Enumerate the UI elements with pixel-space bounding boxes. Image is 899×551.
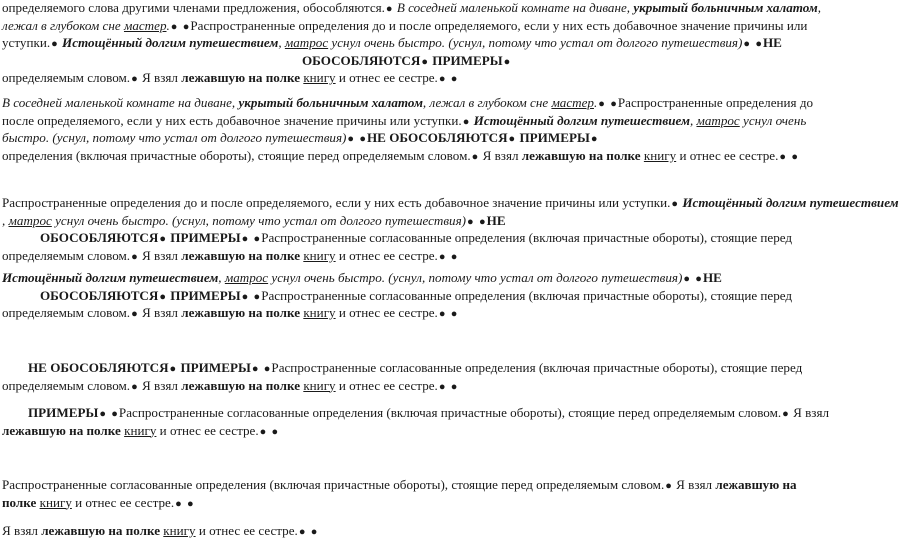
text-line xyxy=(2,360,810,378)
bullet-icon: ● xyxy=(590,133,598,146)
heading-text: ПРИМЕРЫ xyxy=(28,405,99,420)
rule-text: уступки. xyxy=(2,35,51,51)
bullet-icon: ● xyxy=(450,308,458,321)
rule-text: Распространенные согласованные определения (включая причастные обороты), стоящие перед xyxy=(271,360,803,375)
underlined-word: книгу xyxy=(303,305,336,321)
bullet-icon: ● xyxy=(259,425,267,438)
bullet-icon: ● xyxy=(791,150,798,163)
example-bold-text: Истощённый долгим путешествием xyxy=(682,195,899,210)
bullet-icon: ● xyxy=(450,250,458,263)
bullet-icon: ● xyxy=(159,233,166,246)
rule-text: Распространенные согласованные определения (включая причастные обороты), стоящие перед xyxy=(261,287,793,303)
example-bold-text: Истощённый долгим путешествием xyxy=(473,112,690,128)
underlined-word: книгу xyxy=(163,523,196,538)
example-bold-text: полке xyxy=(2,494,37,510)
underlined-word: книгу xyxy=(303,377,336,393)
bullet-icon: ● xyxy=(450,380,458,393)
example-bold-text: укрытый больничным халатом xyxy=(238,95,423,110)
bullet-icon: ● xyxy=(169,363,177,375)
example-text: В соседней маленькой комнате на диване, xyxy=(396,0,634,15)
underlined-word: матрос xyxy=(224,270,269,285)
example-bold-text: лежавшую на полке xyxy=(181,377,301,393)
heading-text: НЕ ОБОСОБЛЯЮТСЯ xyxy=(28,360,169,375)
bullet-icon: ● xyxy=(251,363,259,375)
bullet-icon: ● xyxy=(131,250,138,263)
bullet-icon: ● xyxy=(508,133,516,146)
bullet-icon: ● xyxy=(241,290,249,303)
heading-text: ПРИМЕРЫ xyxy=(432,52,503,68)
text-line: , матрос уснул очень быстро. (уснул, потому что устал от долгого путешествия)● ●НЕ xyxy=(2,212,506,228)
rule-text: определения (включая причастные обороты), стоящие перед определяемым словом. xyxy=(2,147,471,163)
rule-text: определяемого слова другими членами предложения, обособляются. xyxy=(2,0,385,15)
bullet-icon: ● xyxy=(347,133,355,146)
rule-text: определяемым словом. xyxy=(2,305,131,321)
paragraph-block-5 xyxy=(2,360,810,395)
bullet-icon: ● xyxy=(253,290,261,303)
text-line: ПРИМЕРЫ● ●Распространенные согласованные определения (включая причастные обороты), стоящие перед определяемым словом.● Я взял xyxy=(28,405,829,420)
bullet-icon: ● xyxy=(478,215,486,228)
bullet-icon: ● xyxy=(665,480,672,492)
bullet-icon: ● xyxy=(450,73,458,86)
text-line: после определяемого, если у них есть добавочное значение причины или уступки.● Истощённый долгим путешествием, матрос уснул очень xyxy=(2,112,807,128)
bullet-icon: ● xyxy=(253,233,261,246)
heading-text: ПРИМЕРЫ xyxy=(180,360,251,375)
underlined-word: мастер xyxy=(551,95,594,110)
example-text: В соседней маленькой комнате на диване, xyxy=(2,95,239,110)
text-line: определяемым словом.● Я взял лежавшую на полке книгу и отнес ее сестре.● ● xyxy=(2,70,458,86)
underlined-word: книгу xyxy=(303,247,336,263)
bullet-icon: ● xyxy=(182,20,190,33)
text-line: определяемого слова другими членами предложения, обособляются.● В соседней маленькой комнате на диване, укрытый больничным халатом, xyxy=(2,0,822,15)
heading-text: НЕ ОБОСОБЛЯЮТСЯ xyxy=(367,130,508,146)
bullet-icon: ● xyxy=(99,408,106,420)
example-bold-text: лежавшую на полке xyxy=(2,422,121,438)
bullet-icon: ● xyxy=(111,408,118,420)
text-line: Я взял лежавшую на полке книгу и отнес ее сестре.● ● xyxy=(2,523,318,538)
bullet-icon: ● xyxy=(241,233,249,246)
bullet-icon: ● xyxy=(131,73,138,86)
rule-text: Распространенные определения до xyxy=(617,95,814,110)
bullet-icon: ● xyxy=(462,115,470,128)
paragraph-block-4 xyxy=(2,270,810,323)
text-line: уступки.● Истощённый долгим путешествием, матрос уснул очень быстро. (уснул, потому что устал от долгого путешествия)● ●НЕ xyxy=(2,35,782,51)
underlined-word: книгу xyxy=(643,147,677,163)
example-bold-text: лежавшую на полке xyxy=(521,147,641,163)
example-text: быстро. (уснул, потому что устал от долгого путешествия) xyxy=(2,130,347,146)
heading-text: ПРИМЕРЫ xyxy=(170,230,241,246)
bullet-icon: ● xyxy=(743,38,751,51)
text-line xyxy=(2,230,810,248)
paragraph-block-6 xyxy=(2,405,829,440)
example-bold-text: лежавшую на полке xyxy=(181,70,301,86)
text-line: лежал в глубоком сне мастер.● ●Распространенные определения до и после определяемого, если у них есть добавочное значение причины или xyxy=(2,17,808,33)
example-text: лежал в глубоком сне xyxy=(2,17,121,33)
bullet-icon: ● xyxy=(51,38,58,51)
heading-text: ОБОСОБЛЯЮТСЯ xyxy=(40,287,159,303)
text-line: В соседней маленькой комнате на диване, укрытый больничным халатом, лежал в глубоком сне мастер.● ●Распространенные определения до xyxy=(2,95,814,110)
example-text: уснул очень быстро. (уснул, потому что устал от долгого путешествия) xyxy=(328,35,743,51)
text-line: лежавшую на полке книгу и отнес ее сестре.● ● xyxy=(2,422,279,438)
bullet-icon: ● xyxy=(671,198,679,210)
paragraph-block-7 xyxy=(2,477,810,512)
underlined-word: матрос xyxy=(284,35,329,51)
bullet-icon: ● xyxy=(610,98,617,110)
example-bold-text: лежавшую на полке xyxy=(181,305,301,321)
rule-text: после определяемого, если у них есть добавочное значение причины или уступки. xyxy=(2,112,462,128)
bullet-icon: ● xyxy=(131,308,138,321)
bullet-icon: ● xyxy=(131,380,138,393)
paragraph-block-3 xyxy=(2,195,899,265)
heading-text: ПРИМЕРЫ xyxy=(170,287,241,303)
underlined-word: книгу xyxy=(303,70,336,86)
underlined-word: матрос xyxy=(696,112,740,128)
text-line: определяемым словом.● Я взял лежавшую на полке книгу и отнес ее сестре.● ● xyxy=(2,305,458,321)
rule-text: определяемым словом. xyxy=(2,377,131,393)
bullet-icon: ● xyxy=(310,526,318,538)
rule-text: Распространенные согласованные определения (включая причастные обороты), стоящие перед xyxy=(261,230,793,246)
bullet-icon: ● xyxy=(271,425,279,438)
text-line xyxy=(2,195,899,213)
text-line: определяемым словом.● Я взял лежавшую на полке книгу и отнес ее сестре.● ● xyxy=(2,377,458,393)
text-line: определяемым словом.● Я взял лежавшую на полке книгу и отнес ее сестре.● ● xyxy=(2,247,458,263)
underlined-word: книгу xyxy=(124,422,157,438)
text-line: Распространенные согласованные определения (включая причастные обороты), стоящие перед определяемым словом.● Я взял лежавшую на xyxy=(2,477,797,492)
bullet-icon: ● xyxy=(598,98,605,110)
rule-text: Распространенные определения до и после определяемого, если у них есть добавочное значение причины или уступки. xyxy=(2,195,671,210)
heading-text: НЕ xyxy=(762,35,782,51)
bullet-icon: ● xyxy=(175,497,182,510)
bullet-icon: ● xyxy=(683,273,690,285)
example-bold-text: Истощённый долгим путешествием xyxy=(2,270,219,285)
rule-text: Распространенные согласованные определения (включая причастные обороты), стоящие перед определяемым словом. xyxy=(2,477,665,492)
text-line xyxy=(2,53,810,71)
bullet-icon: ● xyxy=(438,308,446,321)
underlined-word: мастер xyxy=(123,17,167,33)
example-bold-text: лежавшую на полке xyxy=(181,247,301,263)
rule-text: Распространенные определения до и после определяемого, если у них есть добавочное значение причины или xyxy=(190,17,808,33)
heading-text: ОБОСОБЛЯЮТСЯ xyxy=(302,52,421,68)
rule-text: определяемым словом. xyxy=(2,70,131,86)
bullet-icon: ● xyxy=(438,380,446,393)
bullet-icon: ● xyxy=(779,150,787,163)
example-bold-text: укрытый больничным халатом xyxy=(633,0,818,15)
bullet-icon: ● xyxy=(385,3,393,15)
bullet-icon: ● xyxy=(170,20,178,33)
heading-text: НЕ xyxy=(702,270,722,285)
example-text: уснул очень быстро. (уснул, потому что устал от долгого путешествия) xyxy=(51,212,467,228)
bullet-icon: ● xyxy=(187,497,194,510)
bullet-icon: ● xyxy=(421,55,428,68)
bullet-icon: ● xyxy=(298,526,306,538)
example-bold-text: Истощённый долгим путешествием xyxy=(62,35,279,51)
heading-text: ПРИМЕРЫ xyxy=(519,130,590,146)
underlined-word: книгу xyxy=(39,494,72,510)
heading-text: НЕ xyxy=(486,212,506,228)
bullet-icon: ● xyxy=(782,408,789,420)
bullet-icon: ● xyxy=(359,133,366,146)
heading-text: ОБОСОБЛЯЮТСЯ xyxy=(40,230,159,246)
text-line xyxy=(2,288,810,306)
bullet-icon: ● xyxy=(503,55,511,68)
bullet-icon: ● xyxy=(263,363,271,375)
bullet-icon: ● xyxy=(159,290,166,303)
bullet-icon: ● xyxy=(755,38,762,51)
text-line: полке книгу и отнес ее сестре.● ● xyxy=(2,494,194,510)
rule-text: определяемым словом. xyxy=(2,247,131,263)
paragraph-block-8 xyxy=(2,523,810,541)
bullet-icon: ● xyxy=(438,73,446,86)
text-line: определения (включая причастные обороты), стоящие перед определяемым словом.● Я взял лежавшую на полке книгу и отнес ее сестре.● ● xyxy=(2,147,798,163)
bullet-icon: ● xyxy=(438,250,446,263)
example-bold-text: лежавшую на полке xyxy=(41,523,161,538)
text-line xyxy=(2,130,810,148)
example-text: уснул очень быстро. (уснул, потому что устал от долгого путешествия) xyxy=(268,270,683,285)
example-bold-text: лежавшую на xyxy=(715,477,797,492)
underlined-word: матрос xyxy=(8,212,52,228)
rule-text: Распространенные согласованные определения (включая причастные обороты), стоящие перед определяемым словом. xyxy=(118,405,782,420)
paragraph-block-2 xyxy=(2,95,814,165)
paragraph-block-1 xyxy=(2,0,822,88)
bullet-icon: ● xyxy=(695,273,702,285)
bullet-icon: ● xyxy=(471,150,479,163)
text-line: Истощённый долгим путешествием, матрос уснул очень быстро. (уснул, потому что устал от долгого путешествия)● ●НЕ xyxy=(2,270,722,285)
bullet-icon: ● xyxy=(467,215,474,228)
